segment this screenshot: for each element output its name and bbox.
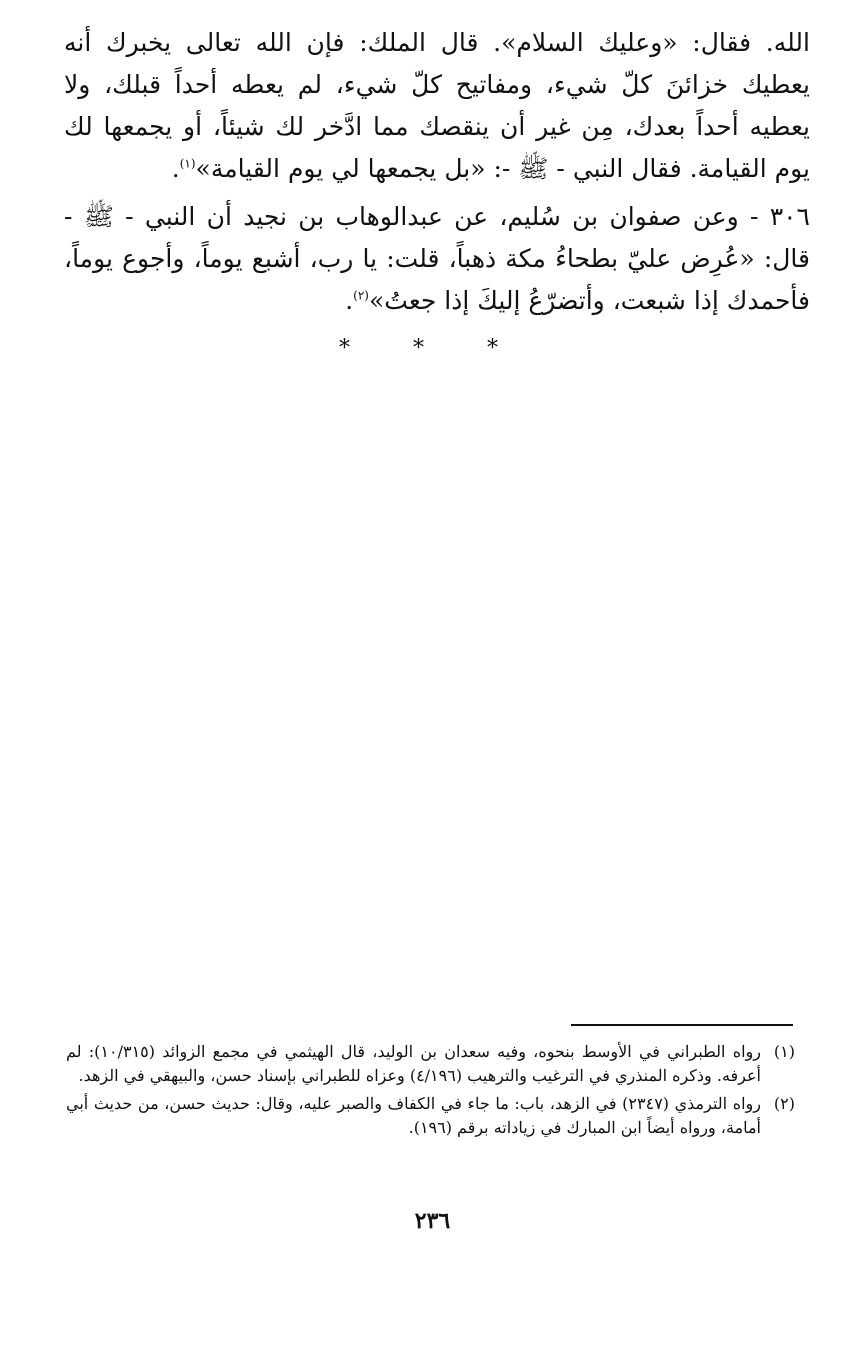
main-text (64, 22, 810, 328)
paragraph-1-end: . (171, 154, 180, 183)
paragraph-2 (64, 196, 810, 322)
footnote-2 (66, 1092, 795, 1140)
footnote-ref-1[interactable]: (١) (179, 156, 196, 171)
paragraph-1-text: الله. فقال: «وعليك السلام». قال الملك: فإن الله تعالى يخبرك أنه يعطيك خزائنَ كلّ شيء، ومفاتيح كلّ شيء، لم يعطه أحداً قبلك، ولا يعطيه أحداً بعدك، مِن غير أن ينقصك مما ادَّخر لك شيئاً، أو يجمعها لك يوم القيامة. فقال النبي - ﷺ -: «بل يجمعها لي يوم القيامة» (64, 28, 810, 183)
footnote-1 (66, 1040, 795, 1088)
footnote-2-text: رواه الترمذي (٢٣٤٧) في الزهد، باب: ما جاء في الكفاف والصبر عليه، وقال: حديث حسن، من حديث أبي أمامة، ورواه أيضاً ابن المبارك في زياداته برقم (١٩٦). (66, 1094, 761, 1137)
paragraph-2-text: ٣٠٦ - وعن صفوان بن سُليم، عن عبدالوهاب بن نجيد أن النبي - ﷺ - قال: «عُرِض عليّ بطحاءُ مكة ذهباً، قلت: يا رب، أشبع يوماً، وأجوع يوماً، فأحمدك إذا شبعت، وأتضرّعُ إليكَ إذا جعتُ» (64, 202, 810, 315)
footnote-divider (571, 1024, 793, 1026)
footnote-2-number: (٢) (773, 1094, 795, 1113)
page-number: ٢٣٦ (414, 1208, 451, 1234)
paragraph-1 (64, 22, 810, 190)
footnote-ref-2[interactable]: (٢) (353, 288, 369, 303)
footnote-1-number: (١) (773, 1042, 795, 1061)
footnote-1-text: رواه الطبراني في الأوسط بنحوه، وفيه سعدان بن الوليد، قال الهيثمي في مجمع الزوائد (١٠/٣١٥): لم أعرفه. وذكره المنذري في الترغيب والترهيب (٤/١٩٦) وعزاه للطبراني بإسناد حسن، والبيهقي في الزهد. (66, 1042, 761, 1085)
paragraph-2-end: . (345, 286, 354, 315)
footnotes (66, 1040, 795, 1144)
section-separator: * * * (339, 336, 526, 361)
